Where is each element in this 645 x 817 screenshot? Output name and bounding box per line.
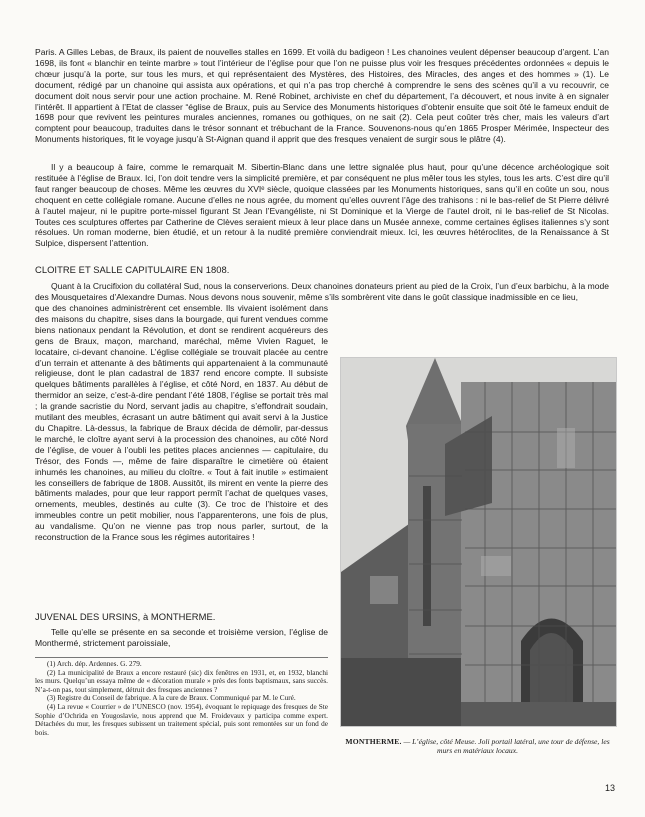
caption-text: — L’église, côté Meuse. Joli portail latéral, une tour de défense, les murs en matériaux locaux. bbox=[401, 737, 610, 756]
cloitre-column bbox=[35, 303, 328, 543]
juvenal-paragraph: Telle qu’elle se présente en sa seconde et troisième version, l’église de Monthermé, strictement paroissiale, bbox=[35, 627, 328, 648]
page-number: 13 bbox=[605, 783, 616, 793]
church-tower-image bbox=[341, 358, 616, 726]
paragraph-1: Paris. A Gilles Lebas, de Braux, ils paient de nouvelles stalles en 1699. Et voilà du badigeon ! Les chanoines veulent dépenser beaucoup d’argent. L’an 1698, ils font « blanchir en teinte marbre » tout l’intérieur de l’église pour que l’on ne puisse plus voir les fresques précédentes ordonnées « depuis le chœur jusqu’à la porte, sur tous les murs, et qui représentaient des Mystères, des Histoires, des Miracles, des anges et des hommes » (1). Le document, rédigé par un chanoine qui assista aux opérations, et qui n’a pas trop cherché à comprendre le sens des scènes qu’il a vu recouvrir, ce document doit nous servir pour une action prochaine. M. René Robinet, archiviste en chef du département, l’a découvert, et nous invite à en signaler l’intérêt. Il appartient à l’Etat de classer “église de Braux, puis au Service des Monuments historiques d’obtenir ensuite que soit ôté le fameux enduit de 1698 pour que revivent les peintures murales anciennes, romanes ou gothiques, on ne sait (2). Cela peut coûter très cher, mais les valeurs d’art comptent pour beaucoup, traduites dans le trésor sonnant et trébuchant de la France. Souvenons-nous qu’en 1865 Prosper Mérimée, Inspecteur des Monuments historiques, fit le voyage jusqu’à St-Aignan quand il apprit que des fresques venaient de surgir sous le plâtre (4). bbox=[35, 47, 609, 145]
footnotes bbox=[35, 657, 328, 737]
paragraph-2: Il y a beaucoup à faire, comme le remarquait M. Sibertin-Blanc dans une lettre signalée plus haut, pour qu’une décence archéologique soit restituée à l’église de Braux. Ici, l’on doit tendre vers la simplicité première, et par conséquent ne plus mêler tous les styles, tous les arts. C’est dire qu’il faut ranger beaucoup de choses. Même les œuvres du XVIᵉ siècle, quoique classées par les Monuments historiques, sans qu’il en coûte un sou, nous choquent en cette collégiale romane. Aucune d’elles ne nous agrée, du moment qu’elles ouvrent l’âge des trahisons : ni le bas-relief de St Pierre délivré à l’autel majeur, ni le pupitre porte-missel figurant St Jean l’Evangéliste, ni St Dominique et la Vierge de l’autel droit, ni le bas-relief de St Nicolas. Toutes ces sculptures offertes par Catherine de Clèves seraient mieux à leur place dans un Musée annexe, comme certaines églises italiennes s’y sont résolues. Un roman moderne, bien étudié, et un retour à la nudité première conviendrait mieux. Ici, les œuvres hétéroclites, de la Renaissance à St Sulpice, dispersent l’attention. bbox=[35, 162, 609, 249]
cloitre-heading: CLOITRE ET SALLE CAPITULAIRE EN 1808. bbox=[35, 264, 230, 275]
caption-title: MONTHERME. bbox=[345, 737, 402, 746]
footnote-4: (4) La revue « Courrier » de l’UNESCO (nov. 1954), évoquant le repiquage des fresques de Ste Sophie d’Ochrida en Yougoslavie, nous apprend que M. Froidevaux y participa comme expert. Détachées du mur, les fresques subissent un traitement spécial, puis sont remontées sur un fond de bois. bbox=[35, 702, 328, 737]
footnote-1: (1) Arch. dép. Ardennes. G. 279. bbox=[47, 660, 142, 668]
cloitre-column-text: que des chanoines administrèrent cet ensemble. Ils vivaient isolément dans des maisons du chapitre, sises dans la bourgade, qui furent vendues comme biens nationaux pendant la Révolution, et dont se rendirent acquéreurs des gens de Braux, maçon, marchand, maréchal, même Vivien Raguet, le locataire, ci-devant chanoine. L’église collégiale se trouvait placée au centre d’un terrain et attenante à des bâtiments qui appartenaient à la communauté religieuse, dont le plan cadastral de 1837 rend encore compte. Il subsiste quelques bâtiments parallèles à l’église, et côté Nord, en 1837. Au début de thermidor an seize, c’est-à-dire pendant l’été 1808, l’église se portait très mal ; la grande sacristie du Nord, servant jadis au chapitre, s’effondrait soudain, mutilant des meubles, écrasant un autre bâtiment qui avait servi à la Justice du Chapitre. Là-dessus, la fabrique de Braux décida de démolir, par-dessus le marché, le cloître ayant servi à la procession des chanoines, au côté Nord de l’église, de vouer à l’oubli les petites places anciennes — capitulaire, du Trésor, des Fonds —, même de faire disparaître le cimetière où étaient inhumés les chanoines, au milieu du cloître. « Tout à fait inutile » estimaient les conseillers de fabrique de 1808. Aussitôt, ils mirent en vente la pierre des bâtiments malades, pour que leur rapport permît l’achat de quelques vases, ornements, meubles, destinés au culte (3). Ce troc de l’histoire et des immeubles contre un petit mobilier, nous l’apparenterons, une fois de plus, au vandalisme. Qu’on ne vienne pas trop nous parler, surtout, de la reconstruction de la France sous les régimes autoritaires ! bbox=[35, 303, 328, 543]
cloitre-wide-paragraph: Quant à la Crucifixion du collatéral Sud, nous la conserverions. Deux chanoines donateurs prient au pied de la Croix, l’un d’eux barbichu, à la mode des Mousquetaires d’Alexandre Dumas. Nous devons nous souvenir, même s’ils sombrèrent vite dans le goût classique inadmissible en ce lieu, bbox=[35, 281, 609, 302]
second-paragraph bbox=[35, 162, 609, 249]
top-paragraph bbox=[35, 47, 609, 145]
photo-caption bbox=[340, 737, 615, 755]
juvenal-heading: JUVENAL DES URSINS, à MONTHERME. bbox=[35, 611, 216, 622]
church-photo bbox=[340, 357, 617, 727]
footnote-3: (3) Registre du Conseil de fabrique. A la cure de Braux. Communiqué par M. le Curé. bbox=[47, 694, 296, 703]
footnote-2: (2) La municipalité de Braux a encore restauré (sic) dix fenêtres en 1931, et, en 1932, blanchi les murs. Quelqu’un essaya même de « décoration murale » près des fonts baptismaux, sans succès. N’a-t-on pas, tout simplement, détruit des fresques anciennes ? bbox=[35, 668, 328, 694]
